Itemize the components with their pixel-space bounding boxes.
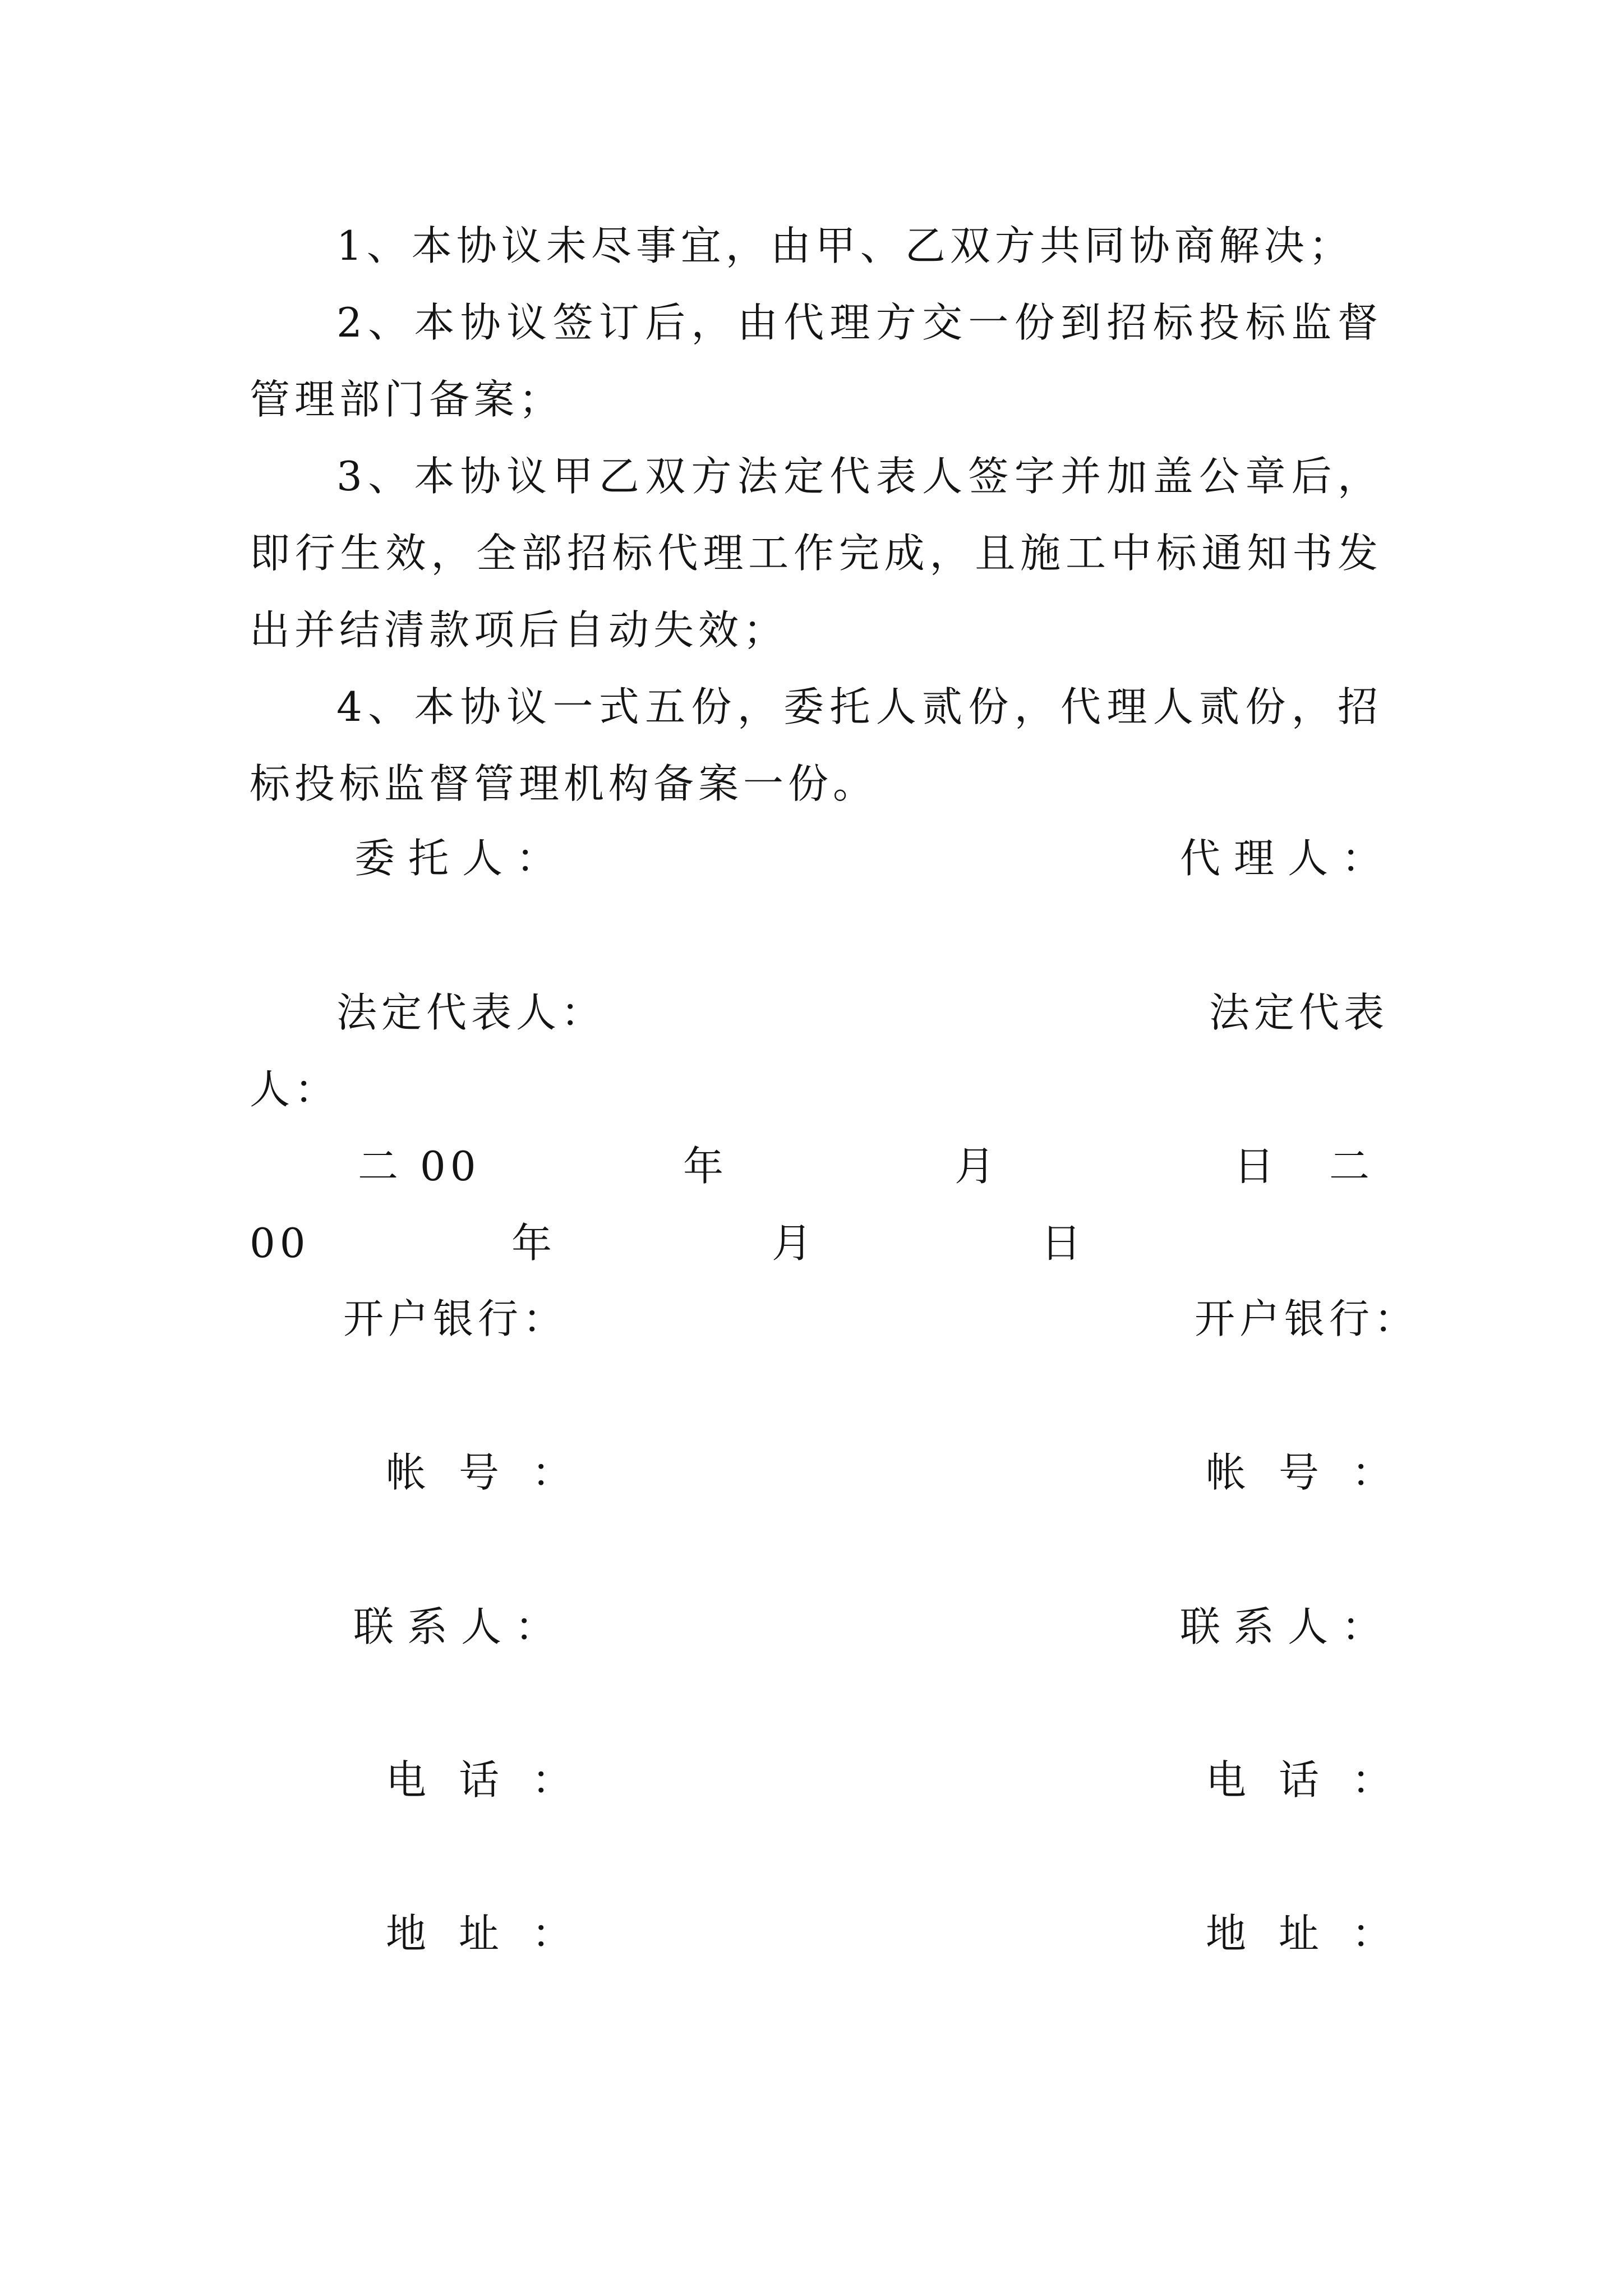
legal-rep-right-label-line1: 法定代表 (1209, 989, 1389, 1036)
phone-left-label: 电话： (386, 1756, 605, 1803)
legal-rep-right-label-line2: 人： (250, 1066, 340, 1113)
principal-label: 委托人： (354, 835, 570, 882)
date-era-left: 二 00 (358, 1143, 481, 1190)
date-month-left: 月 (955, 1143, 995, 1190)
date-month-right: 月 (772, 1220, 813, 1267)
contact-left-label: 联系人： (353, 1603, 569, 1650)
account-right-label: 帐号： (1206, 1449, 1425, 1496)
date-day-right: 日 (1041, 1220, 1082, 1267)
address-left-label: 地址： (386, 1910, 605, 1957)
phone-right-label: 电话： (1206, 1756, 1425, 1803)
account-left-label: 帐号： (386, 1449, 605, 1496)
clause-1: 1、本协议未尽事宜，由甲、乙双方共同协商解决； (336, 222, 1354, 269)
contact-right-label: 联系人： (1180, 1603, 1396, 1650)
clause-3: 3、本协议甲乙双方法定代表人签字并加盖公章后，即行生效，全部招标代理工作完成，且施工中标通知书发出并结清款项后自动失效； (250, 453, 1382, 654)
clause-4: 4、本协议一式五份，委托人贰份，代理人贰份，招标投标监督管理机构备案一份。 (250, 683, 1382, 807)
legal-rep-left-label: 法定代表人： (336, 989, 606, 1036)
date-year-left: 年 (683, 1143, 724, 1190)
date-era-right: 00 (250, 1220, 310, 1267)
bank-left-label: 开户银行： (343, 1295, 568, 1342)
agent-label: 代理人： (1180, 835, 1396, 882)
date-day-left: 日 (1234, 1143, 1275, 1190)
address-right-label: 地址： (1206, 1910, 1425, 1957)
bank-right-label: 开户银行： (1195, 1295, 1419, 1342)
clause-2: 2、本协议签订后，由代理方交一份到招标投标监督管理部门备案； (250, 299, 1382, 423)
date-era-right-start: 二 (1329, 1143, 1370, 1190)
date-year-right: 年 (511, 1220, 552, 1267)
